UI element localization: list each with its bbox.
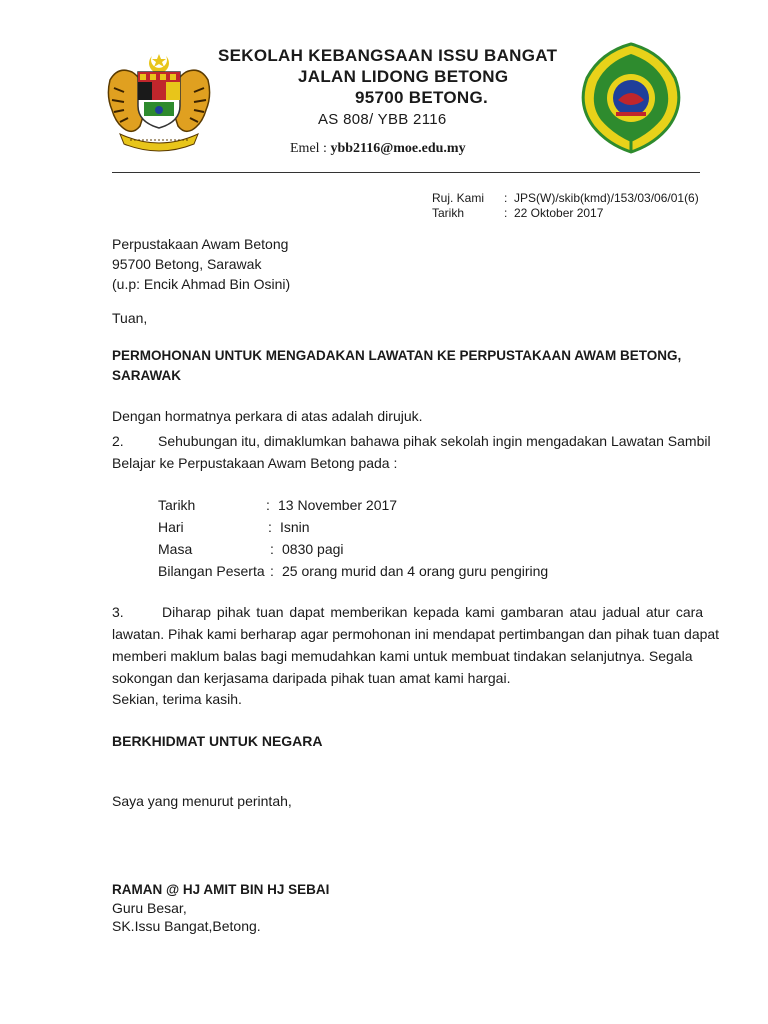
date-label: Tarikh — [432, 206, 465, 220]
paragraph-3 — [112, 601, 719, 709]
signoff: Saya yang menurut perintah, — [112, 793, 292, 809]
detail-row: Bilangan Peserta : 25 orang murid dan 4 orang guru pengiring — [158, 563, 549, 579]
opening-line: Dengan hormatnya perkara di atas adalah dirujuk. — [112, 408, 423, 424]
signatory-name: RAMAN @ HJ AMIT BIN HJ SEBAI — [112, 882, 330, 897]
recipient-line: (u.p: Encik Ahmad Bin Osini) — [112, 276, 291, 292]
para-text: memberi maklum balas bagi memudahkan kami untuk membuat tindakan selanjutnya. Segala — [112, 648, 693, 664]
signatory-title: Guru Besar, — [112, 900, 187, 916]
school-name: SEKOLAH KEBANGSAAN ISSU BANGAT — [218, 46, 558, 65]
ref-value: JPS(W)/skib(kmd)/153/03/06/01(6) — [514, 191, 699, 205]
motto: BERKHIDMAT UNTUK NEGARA — [112, 733, 323, 749]
school-code: AS 808/ YBB 2116 — [318, 111, 447, 128]
para-number: 3. — [112, 604, 124, 620]
closing-line: Sekian, terima kasih. — [112, 691, 242, 707]
visit-details — [158, 494, 548, 582]
para-text: sokongan dan kerjasama daripada pihak tuan amat kami hargai. — [112, 670, 511, 686]
school-street: JALAN LIDONG BETONG — [298, 67, 509, 86]
ref-label: Ruj. Kami — [432, 191, 485, 205]
ref-block: Ruj. Kami : JPS(W)/skib(kmd)/153/03/06/01(6) Tarikh : 22 Oktober 2017 — [432, 191, 699, 220]
recipient-line: 95700 Betong, Sarawak — [112, 256, 262, 272]
signatory-block — [112, 881, 329, 935]
detail-row: Masa : 0830 pagi — [158, 541, 344, 557]
recipient-line: Perpustakaan Awam Betong — [112, 236, 289, 252]
para-number: 2. — [112, 433, 124, 449]
date-value: 22 Oktober 2017 — [514, 206, 604, 220]
subject-line: PERMOHONAN UNTUK MENGADAKAN LAWATAN KE PERPUSTAKAAN AWAM BETONG, — [112, 348, 682, 363]
email-label: Emel : — [290, 141, 327, 156]
paragraph-2 — [112, 430, 711, 474]
school-crest-logo — [578, 42, 684, 154]
letterhead-divider — [112, 172, 700, 173]
school-postcode: 95700 BETONG. — [355, 88, 489, 107]
para-text: Diharap pihak tuan dapat memberikan kepada kami gambaran atau jadual atur cara — [162, 604, 704, 620]
detail-row: Hari : Isnin — [158, 519, 310, 535]
para-text: lawatan. Pihak kami berharap agar permohonan ini mendapat pertimbangan dan pihak tuan dapat — [112, 626, 720, 642]
email-address[interactable]: ybb2116@moe.edu.my — [330, 141, 466, 156]
subject-line: SARAWAK — [112, 368, 182, 383]
detail-row: Tarikh : 13 November 2017 — [158, 497, 398, 513]
para-text: Sehubungan itu, dimaklumkan bahawa pihak sekolah ingin mengadakan Lawatan Sambil — [158, 433, 711, 449]
email-line — [290, 141, 466, 157]
signatory-school: SK.Issu Bangat,Betong. — [112, 918, 261, 934]
subject — [112, 346, 681, 386]
recipient-address — [112, 234, 290, 294]
coat-of-arms-logo — [100, 50, 218, 154]
salutation: Tuan, — [112, 310, 148, 326]
para-text: Belajar ke Perpustakaan Awam Betong pada : — [112, 455, 398, 471]
